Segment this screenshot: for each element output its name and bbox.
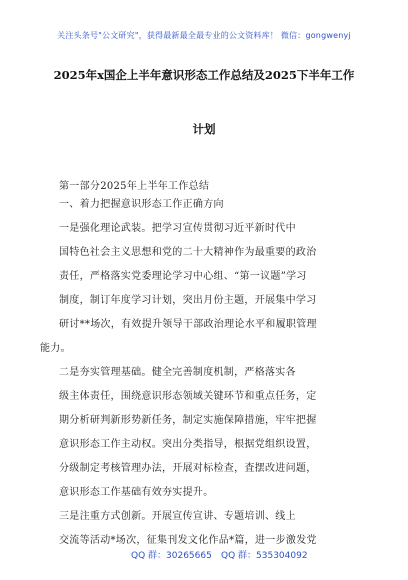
body-line: 二是夯实管理基础。健全完善制度机制，严格落实各 (59, 367, 296, 378)
body-line: 制度，制订年度学习计划，突出月份主题，开展集中学习 (59, 295, 317, 306)
body-line: 能力。 (40, 343, 71, 354)
body-line: 期分析研判新形势新任务，制定实施保障措施，牢牢把握 (59, 415, 317, 426)
body-line: 国特色社会主义思想和党的二十大精神作为最重要的政治 (59, 247, 317, 258)
body-line: 意识形态工作主动权。突出分类指导，根据党组织设置， (59, 439, 317, 450)
footer-qq-group-1: QQ 群：30265665 (131, 551, 212, 561)
section-heading: 第一部分2025年上半年工作总结 (59, 181, 210, 192)
subsection-heading: 一、着力把握意识形态工作正确方向 (59, 199, 224, 210)
body-line: 意识形态工作基础有效夯实提升。 (59, 487, 214, 498)
body-line: 研讨**场次，有效提升领导干部政治理论水平和履职管理 (59, 319, 317, 330)
header-promo-note: 关注头条号"公文研究"，获得最新最全最专业的公文资料库！ 微信：gongwenyj (57, 31, 351, 40)
document-title-line-2: 计划 (192, 122, 216, 136)
document-title-line-1: 2025年x国企上半年意识形态工作总结及2025下半年工作 (53, 68, 355, 82)
body-line: 责任，严格落实党委理论学习中心组、“第一议题”学习 (59, 271, 307, 282)
body-line: 三是注重方式创新。开展宣传宣讲、专题培训、线上 (59, 511, 296, 522)
body-line: 一是强化理论武装。把学习宣传贯彻习近平新时代中 (59, 223, 296, 234)
body-line: 交流等活动*场次，征集刊发文化作品*篇，进一步激发党 (59, 535, 317, 546)
footer-qq-group-2: QQ 群：535304092 (221, 551, 308, 561)
body-line: 分级制定考核管理办法，开展对标检查，査摆改进问题， (59, 463, 317, 474)
body-line: 级主体责任，围绕意识形态领域关键环节和重点任务，定 (59, 391, 317, 402)
